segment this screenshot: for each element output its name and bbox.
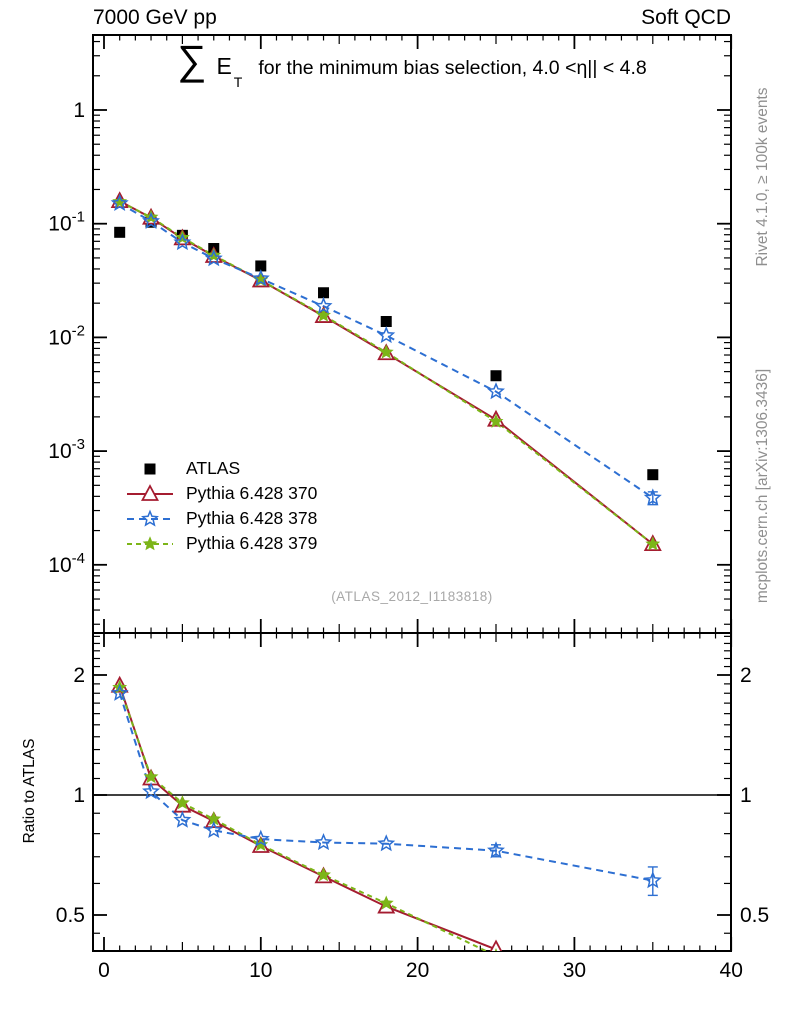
tick-label: $10^{-2}$: [48, 322, 85, 350]
observable-title: [93, 37, 731, 90]
legend-row-atlas: [124, 456, 317, 481]
tick-label: 0.5: [55, 904, 85, 927]
rivet-watermark: Rivet 4.1.0, ≥ 100k events: [754, 87, 771, 267]
legend-row-pythia-378: [124, 506, 317, 531]
tick-label: 0.5: [740, 904, 770, 927]
legend-marker-pythia-378: [124, 509, 176, 529]
tick-label: 2: [73, 664, 85, 687]
mcplots-watermark: mcplots.cern.ch [arXiv:1306.3436]: [754, 368, 771, 604]
legend-label-atlas: ATLAS: [186, 458, 241, 478]
tick-label: $10^{-3}$: [48, 436, 85, 464]
legend-marker-atlas: [124, 459, 176, 479]
error-bars: [491, 492, 658, 896]
tick-label: $10^{-4}$: [48, 549, 85, 577]
tick-label: 20: [405, 959, 430, 982]
analysis-reference: (ATLAS_2012_I1183818): [331, 589, 493, 604]
tick-label: 0: [98, 959, 110, 982]
legend-label-pythia-378: Pythia 6.428 378: [186, 508, 318, 528]
legend: [124, 456, 317, 556]
ratio-line-pythia-6-428-378: [120, 693, 653, 880]
tick-label: 10: [249, 959, 273, 982]
tick-label: 1: [73, 99, 85, 122]
tick-label: 30: [562, 959, 587, 982]
observable-description: for the minimum bias selection, 4.0 <η|| < 4.8: [258, 57, 647, 79]
process-group-label: Soft QCD: [641, 6, 731, 29]
tick-label: $10^{-1}$: [48, 208, 85, 236]
legend-marker-pythia-370: [124, 484, 176, 504]
ratio-axis-title: Ratio to ATLAS: [21, 738, 38, 844]
legend-label-pythia-370: Pythia 6.428 370: [186, 483, 318, 503]
tick-label: 1: [740, 784, 752, 807]
observable-symbol: E: [216, 53, 232, 79]
tick-label: 40: [719, 959, 743, 982]
legend-row-pythia-379: [124, 531, 317, 556]
legend-row-pythia-370: [124, 481, 317, 506]
observable-subscript: T: [233, 74, 243, 90]
legend-label-pythia-379: Pythia 6.428 379: [186, 533, 318, 553]
plot-header: [93, 6, 731, 30]
sum-symbol: ∑: [177, 37, 207, 83]
tick-label: 2: [740, 664, 752, 687]
legend-marker-pythia-379: [124, 534, 176, 554]
beam-energy-label: 7000 GeV pp: [93, 6, 217, 29]
tick-label: 1: [73, 784, 85, 807]
